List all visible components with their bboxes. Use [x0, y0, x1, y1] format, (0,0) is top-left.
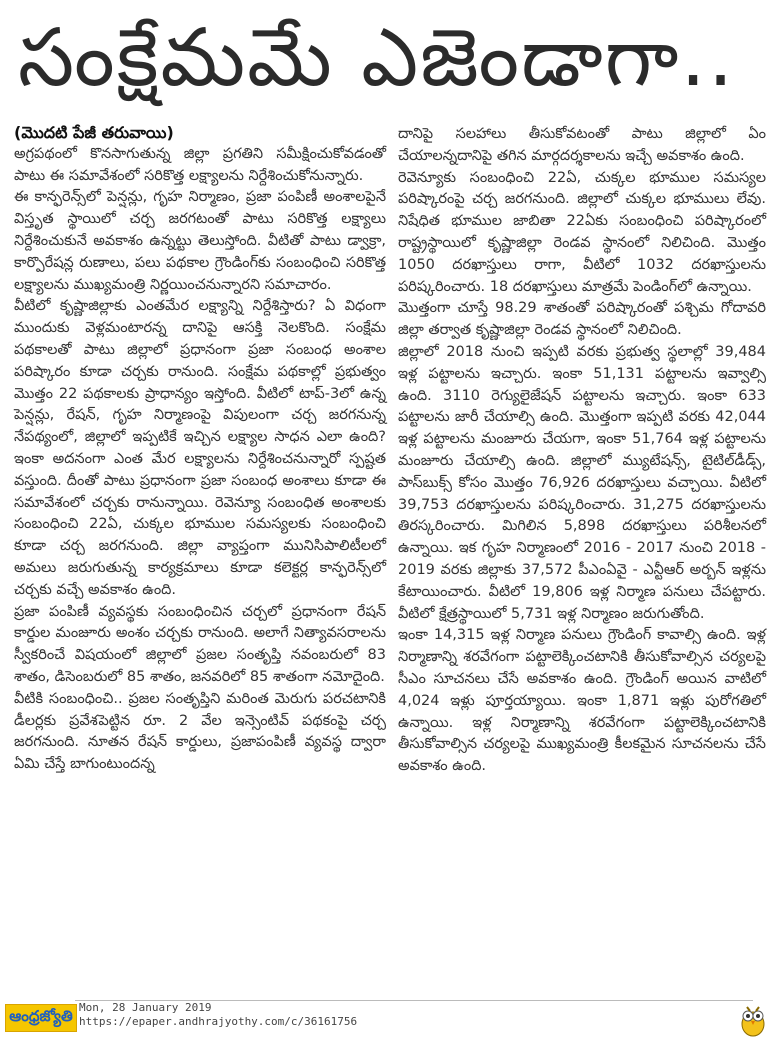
headline: సంక్షేమమే ఎజెండాగా.. [18, 11, 736, 104]
article-column-right [398, 124, 766, 778]
article-column-left [14, 122, 386, 776]
publication-date: Mon, 28 January 2019 [79, 1001, 212, 1014]
paragraph: జిల్లాలో 2018 నుంచి ఇప్పటి వరకు ప్రభుత్వ స్థలాల్లో 39,484 ఇళ్ల పట్టాలను ఇచ్చారు. ఇంకా 51,131 పట్టాలను ఇవ్వాల్సి ఉంది. 3110 రెగ్యులైజేషన్ పట్టాలను ఇచ్చారు. ఇంకా 633 పట్టాలను జారీ చేయాల్సి ఉంది. మొత్తంగా ఇప్పటి వరకు 42,044 ఇళ్ల పట్టాలను మంజూరు చేయగా, ఇంకా 51,764 ఇళ్ల పట్టాలను మంజూరు చేయాల్సి ఉంది. జిల్లాలో మ్యుటేషన్స్, టైటిల్‌డీడ్స్, పాస్‌బుక్స్ కోసం మొత్తం 76,926 దరఖాస్తులు వచ్చాయి. వీటిలో 39,753 దరఖాస్తులను పరిష్కరించారు. 31,275 దరఖాస్తులను తిరస్కరించారు. మిగిలిన 5,898 దరఖాస్తులు పరిశీలనలో ఉన్నాయి. ఇక గృహ నిర్మాణంలో 2016 - 2017 నుంచి 2018 - 2019 వరకు జిల్లాకు 37,572 పీఎంఏవై - ఎన్టీఆర్ అర్బన్ ఇళ్లను కేటాయించారు. వీటిలో 19,806 ఇళ్ల నిర్మాణ పనులు చేపట్టారు. వీటిలో క్షేత్రస్థాయిలో 5,731 ఇళ్ల నిర్మాణం జరుగుతోంది. [398, 343, 766, 622]
logo-text: ఆంధ్రజ్యోతి [9, 1007, 73, 1025]
footer-info [79, 1001, 357, 1029]
continued-label: (మొదటి పేజీ తరువాయి) [14, 123, 174, 142]
paragraph: ఇంకా 14,315 ఇళ్ల నిర్మాణ పనులు గ్రౌండింగ్ కావాల్సి ఉంది. ఇళ్ల నిర్మాణాన్ని శరవేగంగా పట్టాలెక్కించటానికి తీసుకోవాల్సిన చర్యలపై సీఎం సూచనలు చేసే అవకాశం ఉంది. గ్రౌండింగ్ అయిన వాటిలో 4,024 ఇళ్లు పూర్తయ్యాయి. ఇంకా 1,871 ఇళ్లు పురోగతిలో ఉన్నాయి. ఇళ్ల నిర్మాణాన్ని శరవేగంగా పట్టాలెక్కించటానికి తీసుకోవాల్సిన చర్యలపై ముఖ్యమంత్రి కీలకమైన సూచనలను చేసే అవకాశం ఉంది. [398, 627, 766, 775]
paragraph: రెవెన్యూకు సంబంధించి 22ఏ, చుక్కల భూముల సమస్యల పరిష్కారంపై చర్చ జరగనుంది. జిల్లాలో చుక్కల భూములు లేవు. నిషేధిత భూముల జాబితా 22ఏకు సంబంధించి పరిష్కారంలో రాష్ట్రస్థాయిలో కృష్ణాజిల్లా రెండవ స్థానంలో నిలిచింది. మొత్తం 1050 దరఖాస్తులు రాగా, వీటిలో 1032 దరఖాస్తులను పరిష్కరించారు. 18 దరఖాస్తులు మాత్రమే పెండింగ్‌లో ఉన్నాయి. [398, 169, 766, 295]
andhrajyothy-logo[interactable] [5, 1004, 77, 1032]
paragraph: ఈ కాన్ఫరెన్స్‌లో పెన్షన్లు, గృహ నిర్మాణం, ప్రజా పంపిణీ అంశాలపైనే విస్తృత స్థాయిలో చర్చ జరగటంతో పాటు సరికొత్త లక్ష్యాలు నిర్దేశించుకునే అవకాశం ఉన్నట్టు తెలుస్తోంది. వీటితో పాటు డ్వాక్రా, కార్పొరేషన్ల రుణాలు, పలు పథకాల గ్రౌండింగ్‌కు సంబంధించి సరికొత్త లక్ష్యాలను ముఖ్యమంత్రి నిర్ణయించనున్నారని సమాచారం. [14, 189, 386, 293]
paragraph: మొత్తంగా చూస్తే 98.29 శాతంతో పరిష్కారంతో పశ్చిమ గోదావరి జిల్లా తర్వాత కృష్ణాజిల్లా రెండవ స్థానంలో నిలిచింది. [398, 300, 766, 339]
paragraph: వీటికి సంబంధించి.. ప్రజల సంతృప్తిని మరింత మెరుగు పరచటానికి డీలర్లకు ప్రవేశపెట్టిన రూ. 2 వేల ఇన్సెంటివ్ పథకంపై చర్చ జరగనుంది. నూతన రేషన్ కార్డులు, ప్రజాపంపిణీ వ్యవస్థ ద్వారా ఏమి చేస్తే బాగుంటుందన్న [14, 690, 386, 773]
paragraph: ప్రజా పంపిణీ వ్యవస్థకు సంబంధించిన చర్చలో ప్రధానంగా రేషన్ కార్డుల మంజూరు అంశం చర్చకు రానుంది. అలాగే నిత్యావసరాలను స్వీకరించే విషయంలో జిల్లాలో ప్రజల సంతృప్తి నవంబరులో 83 శాతం, డిసెంబరులో 85 శాతం, జనవరిలో 85 శాతంగా నమోదైంది. [14, 603, 386, 685]
owl-icon [739, 1003, 767, 1037]
paragraph: దానిపై సలహాలు తీసుకోవటంతో పాటు జిల్లాలో ఏం చేయాలన్నదానిపై తగిన మార్గదర్శకాలను ఇచ్చే అవకాశం ఉంది. [398, 126, 766, 164]
paragraph: అగ్రపథంలో కొనసాగుతున్న జిల్లా ప్రగతిని సమీక్షించుకోవడంతో పాటు ఈ సమావేశంలో సరికొత్త లక్ష్యాలను నిర్దేశించుకోనున్నారు. [14, 145, 386, 184]
paragraph: వీటిలో కృష్ణాజిల్లాకు ఎంతమేర లక్ష్యాన్ని నిర్దేశిస్తారు? ఏ విధంగా ముందుకు వెళ్లమంటారన్న దానిపై ఆసక్తి నెలకొంది. సంక్షేమ పథకాలతో పాటు జిల్లాలో ప్రధానంగా ప్రజా సంబంధ అంశాల పరిష్కారం కూడా చర్చకు రానుంది. సంక్షేమ పథకాల్లో ప్రభుత్వం మొత్తం 22 పథకాలకు ప్రాధాన్యం ఇస్తోంది. వీటిలో టాప్‌-3లో ఉన్న పెన్షన్లు, రేషన్, గృహ నిర్మాణంపై విపులంగా చర్చ జరగనున్న నేపథ్యంలో, జిల్లాలో ఇప్పటికే ఇచ్చిన లక్ష్యాల సాధన ఎలా ఉంది? ఇంకా అదనంగా ఎంత మేర లక్ష్యాలను నిర్దేశించనున్నారో స్పష్టత వస్తుంది. దీంతో పాటు ప్రధానంగా ప్రజా సంబంధ అంశాలు కూడా ఈ సమావేశంలో చర్చకు రానున్నాయి. రెవెన్యూ సంబంధిత అంశాలకు సంబంధించి 22ఏ, చుక్కల భూముల సమస్యలకు సంబంధించి కూడా చర్చ జరగనుంది. జిల్లా వ్యాప్తంగా మునిసిపాలిటీలలో అమలు జరుగుతున్న కార్యక్రమాలు కూడా కలెక్టర్ల కాన్ఫరెన్స్‌లో చర్చకు వచ్చే అవకాశం ఉంది. [14, 298, 386, 598]
source-url[interactable]: https://epaper.andhrajyothy.com/c/36161756 [79, 1015, 358, 1028]
